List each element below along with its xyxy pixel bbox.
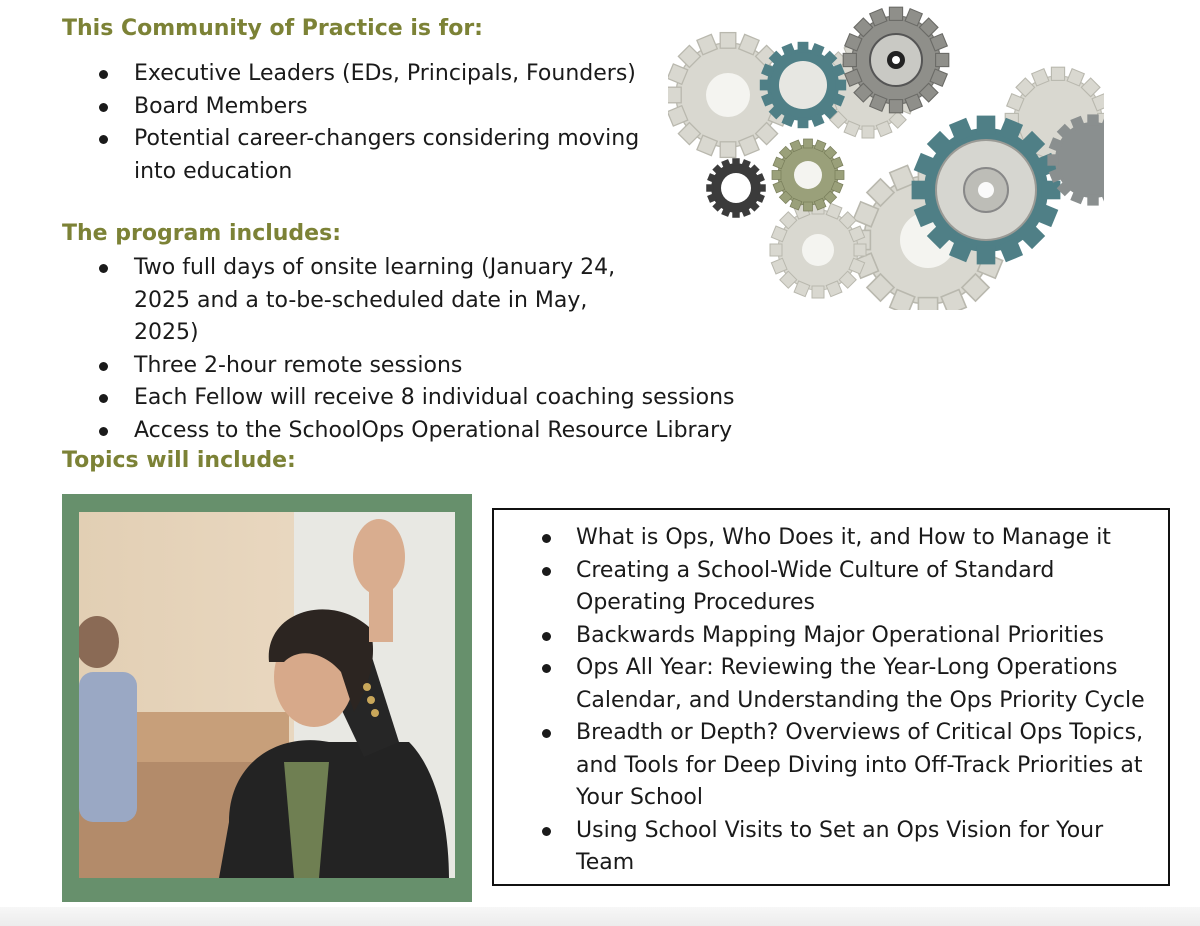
- list-item: Using School Visits to Set an Ops Vision for Your Team: [504, 815, 1164, 880]
- topics-heading: Topics will include:: [62, 448, 296, 473]
- list-item: Ops All Year: Reviewing the Year-Long Operations Calendar, and Understanding the Ops Priority Cycle: [504, 652, 1164, 717]
- list-item: What is Ops, Who Does it, and How to Manage it: [504, 522, 1164, 555]
- page-bottom-edge: [0, 907, 1200, 926]
- list-item: Each Fellow will receive 8 individual coaching sessions: [62, 382, 652, 415]
- program-heading: The program includes:: [62, 221, 341, 246]
- list-item: Board Members: [62, 91, 662, 124]
- list-item: Backwards Mapping Major Operational Priorities: [504, 620, 1164, 653]
- list-item: Breadth or Depth? Overviews of Critical Ops Topics, and Tools for Deep Diving into Off-Track Priorities at Your School: [504, 717, 1164, 815]
- topics-box: [492, 508, 1170, 886]
- program-list: [62, 252, 735, 447]
- list-item: Potential career-changers considering moving into education: [62, 123, 662, 188]
- list-item: Access to the SchoolOps Operational Resource Library: [62, 415, 652, 448]
- topics-list: [504, 522, 1164, 880]
- presenter-photo: [79, 512, 455, 878]
- list-item: Creating a School-Wide Culture of Standard Operating Procedures: [504, 555, 1164, 620]
- photo-frame: [62, 494, 472, 902]
- audience-heading: This Community of Practice is for:: [62, 16, 483, 41]
- audience-list: [62, 58, 662, 188]
- list-item: Two full days of onsite learning (January 24, 2025 and a to-be-scheduled date in May, 2025): [62, 252, 652, 350]
- list-item: Three 2-hour remote sessions: [62, 350, 734, 383]
- gears-illustration: [668, 0, 1104, 310]
- list-item: Executive Leaders (EDs, Principals, Founders): [62, 58, 662, 91]
